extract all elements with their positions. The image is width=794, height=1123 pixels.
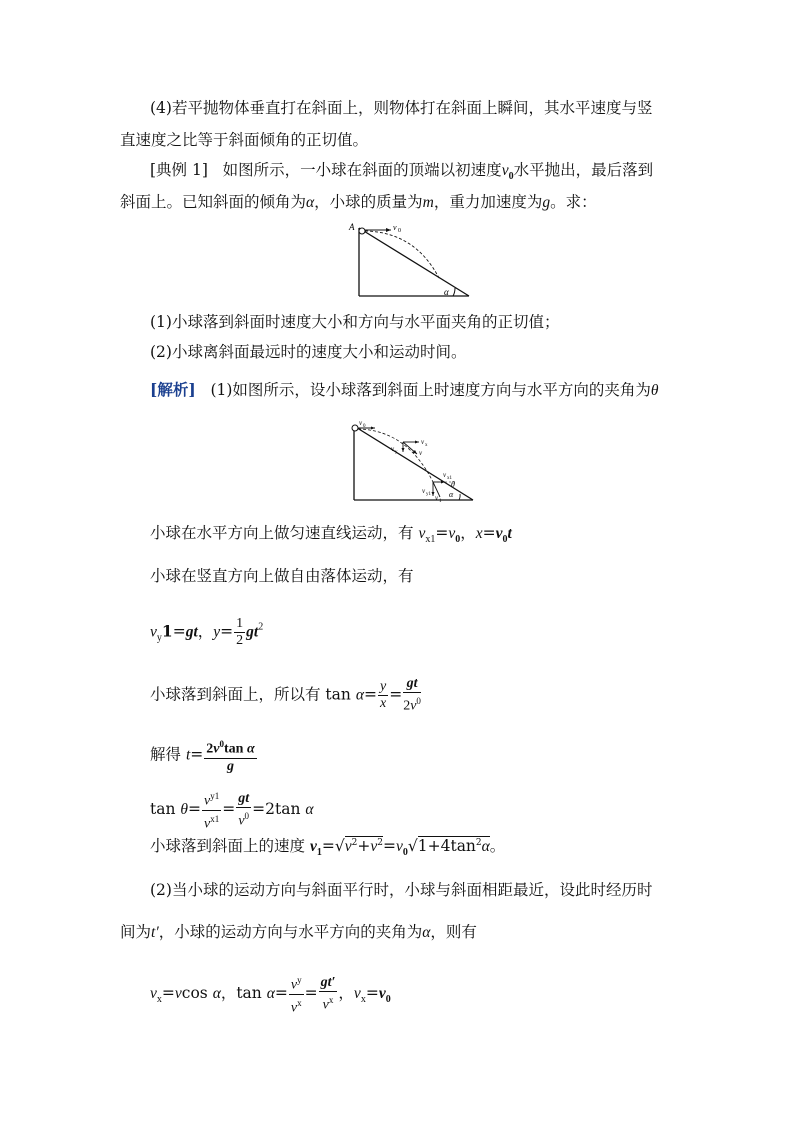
fig2-v0-label: v <box>359 419 363 427</box>
example-text-2d: 。求： <box>550 193 597 211</box>
example-tag: [典例 1] <box>150 161 208 179</box>
solution-intro: (1)如图所示，设小球落到斜面上时速度方向与水平方向的夹角为 <box>210 381 651 399</box>
step-solve-t: 解得 t= $\frac{2v^0\tan \alpha}{g}$ <box>150 736 258 775</box>
fig2-vy1-label: v <box>422 487 426 495</box>
point-a-label: A <box>349 222 355 232</box>
fig2-vx-label: v <box>421 438 425 446</box>
alpha-symbol: α <box>306 194 315 211</box>
step-horizontal: 小球在水平方向上做匀速直线运动，有 $v_{x1}=v_0$，$x=v_0t$ <box>150 524 512 545</box>
m-symbol: m <box>422 194 434 211</box>
step-solve-t-text: 解得 <box>150 745 182 764</box>
step-tan-alpha: 小球落到斜面上，所以有 tan α= $\frac{y}{x}$ = $\frac{gt}{2v^0}$ <box>150 676 421 714</box>
part-2-text-c: ，则有 <box>430 923 477 941</box>
v0-subscript: 0 <box>508 171 514 182</box>
equation-vx: $v_x=vcos$ α，tan α= $\frac{v^y}{v^x}$ = $\frac{gt'}{v^x}$ ，$v_x=v_0$ <box>150 972 391 1016</box>
part-2-line-1: (2)当小球的运动方向与斜面平行时，小球与斜面相距最近，设此时经历时 <box>150 881 653 899</box>
example-line-1 <box>150 160 653 187</box>
fig2-vx1-sub: x1 <box>447 476 452 481</box>
step-horizontal-text: 小球在水平方向上做匀速直线运动，有 <box>150 524 414 542</box>
question-2: (2)小球离斜面最远时的速度大小和运动时间。 <box>150 343 467 361</box>
step-tan-alpha-text: 小球落到斜面上，所以有 tan <box>150 685 351 704</box>
solution-line <box>150 380 659 401</box>
example-text-2b: ，小球的质量为 <box>314 193 423 211</box>
example-text-1-end: 水平抛出，最后落到 <box>513 161 654 179</box>
incline-figure-2 <box>345 418 480 504</box>
paragraph-4-line-2: 直速度之比等于斜面倾角的正切值。 <box>120 131 369 149</box>
step-velocity-v1-text: 小球落到斜面上的速度 <box>150 837 306 856</box>
fig1-angle-label: α <box>444 287 449 297</box>
fig2-theta-label: θ <box>451 480 455 489</box>
part-2-text-b: ，小球的运动方向与水平方向的夹角为 <box>158 923 423 941</box>
fig2-vy-sub: y <box>395 450 398 455</box>
fig2-v-label: v <box>419 449 423 457</box>
fig2-vy-label: v <box>391 445 395 453</box>
fig2-v1-sub: 1 <box>439 499 442 504</box>
v0-symbol: v <box>501 162 509 179</box>
fig2-vy1-sub: y1 <box>426 492 431 497</box>
g-symbol: g <box>542 194 551 211</box>
step-velocity-v1: 小球落到斜面上的速度 $v_1=√v^2+v^2=v_0√1+4\tan^2\alpha$。 <box>150 837 506 859</box>
example-line-2 <box>120 192 597 213</box>
example-text-2c: ，重力加速度为 <box>433 193 543 211</box>
incline-figure-1 <box>345 220 475 302</box>
part-2-text-a: 间为 <box>120 923 152 941</box>
fig2-v1-label: v <box>435 494 439 502</box>
part-2-line-2: 间为t′，小球的运动方向与水平方向的夹角为α，则有 <box>120 923 477 941</box>
example-text-1: 如图所示，一小球在斜面的顶端以初速度 <box>222 161 502 179</box>
paragraph-4-line-1: (4)若平抛物体垂直打在斜面上，则物体打在斜面上瞬间，其水平速度与竖 <box>150 99 653 117</box>
step-tan-theta: tan θ= $\frac{v^{y1}}{v^{x1}}$ = $\frac{gt}{v^0}$ =2tan α <box>150 788 314 832</box>
step-tan-theta-text: tan <box>150 800 176 819</box>
step-vertical: 小球在竖直方向上做自由落体运动，有 <box>150 567 414 585</box>
fig2-vx-sub: x <box>425 443 428 448</box>
fig1-v-sub: 0 <box>398 228 401 234</box>
fig2-alpha-label: α <box>449 490 454 499</box>
fig2-v0-sub: 0 <box>363 424 366 429</box>
question-1: (1)小球落到斜面时速度大小和方向与水平面夹角的正切值； <box>150 313 560 331</box>
fig1-v-label: v <box>393 223 397 232</box>
equation-vy1: $v_y1=gt$，y= $\frac{1}{2}$ $gt^2$ <box>150 616 264 648</box>
solution-tag: [解析] <box>150 380 196 399</box>
fig2-vx1-label: v <box>443 471 447 479</box>
example-text-2a: 斜面上。已知斜面的倾角为 <box>120 193 307 211</box>
theta-symbol: θ <box>650 382 659 399</box>
